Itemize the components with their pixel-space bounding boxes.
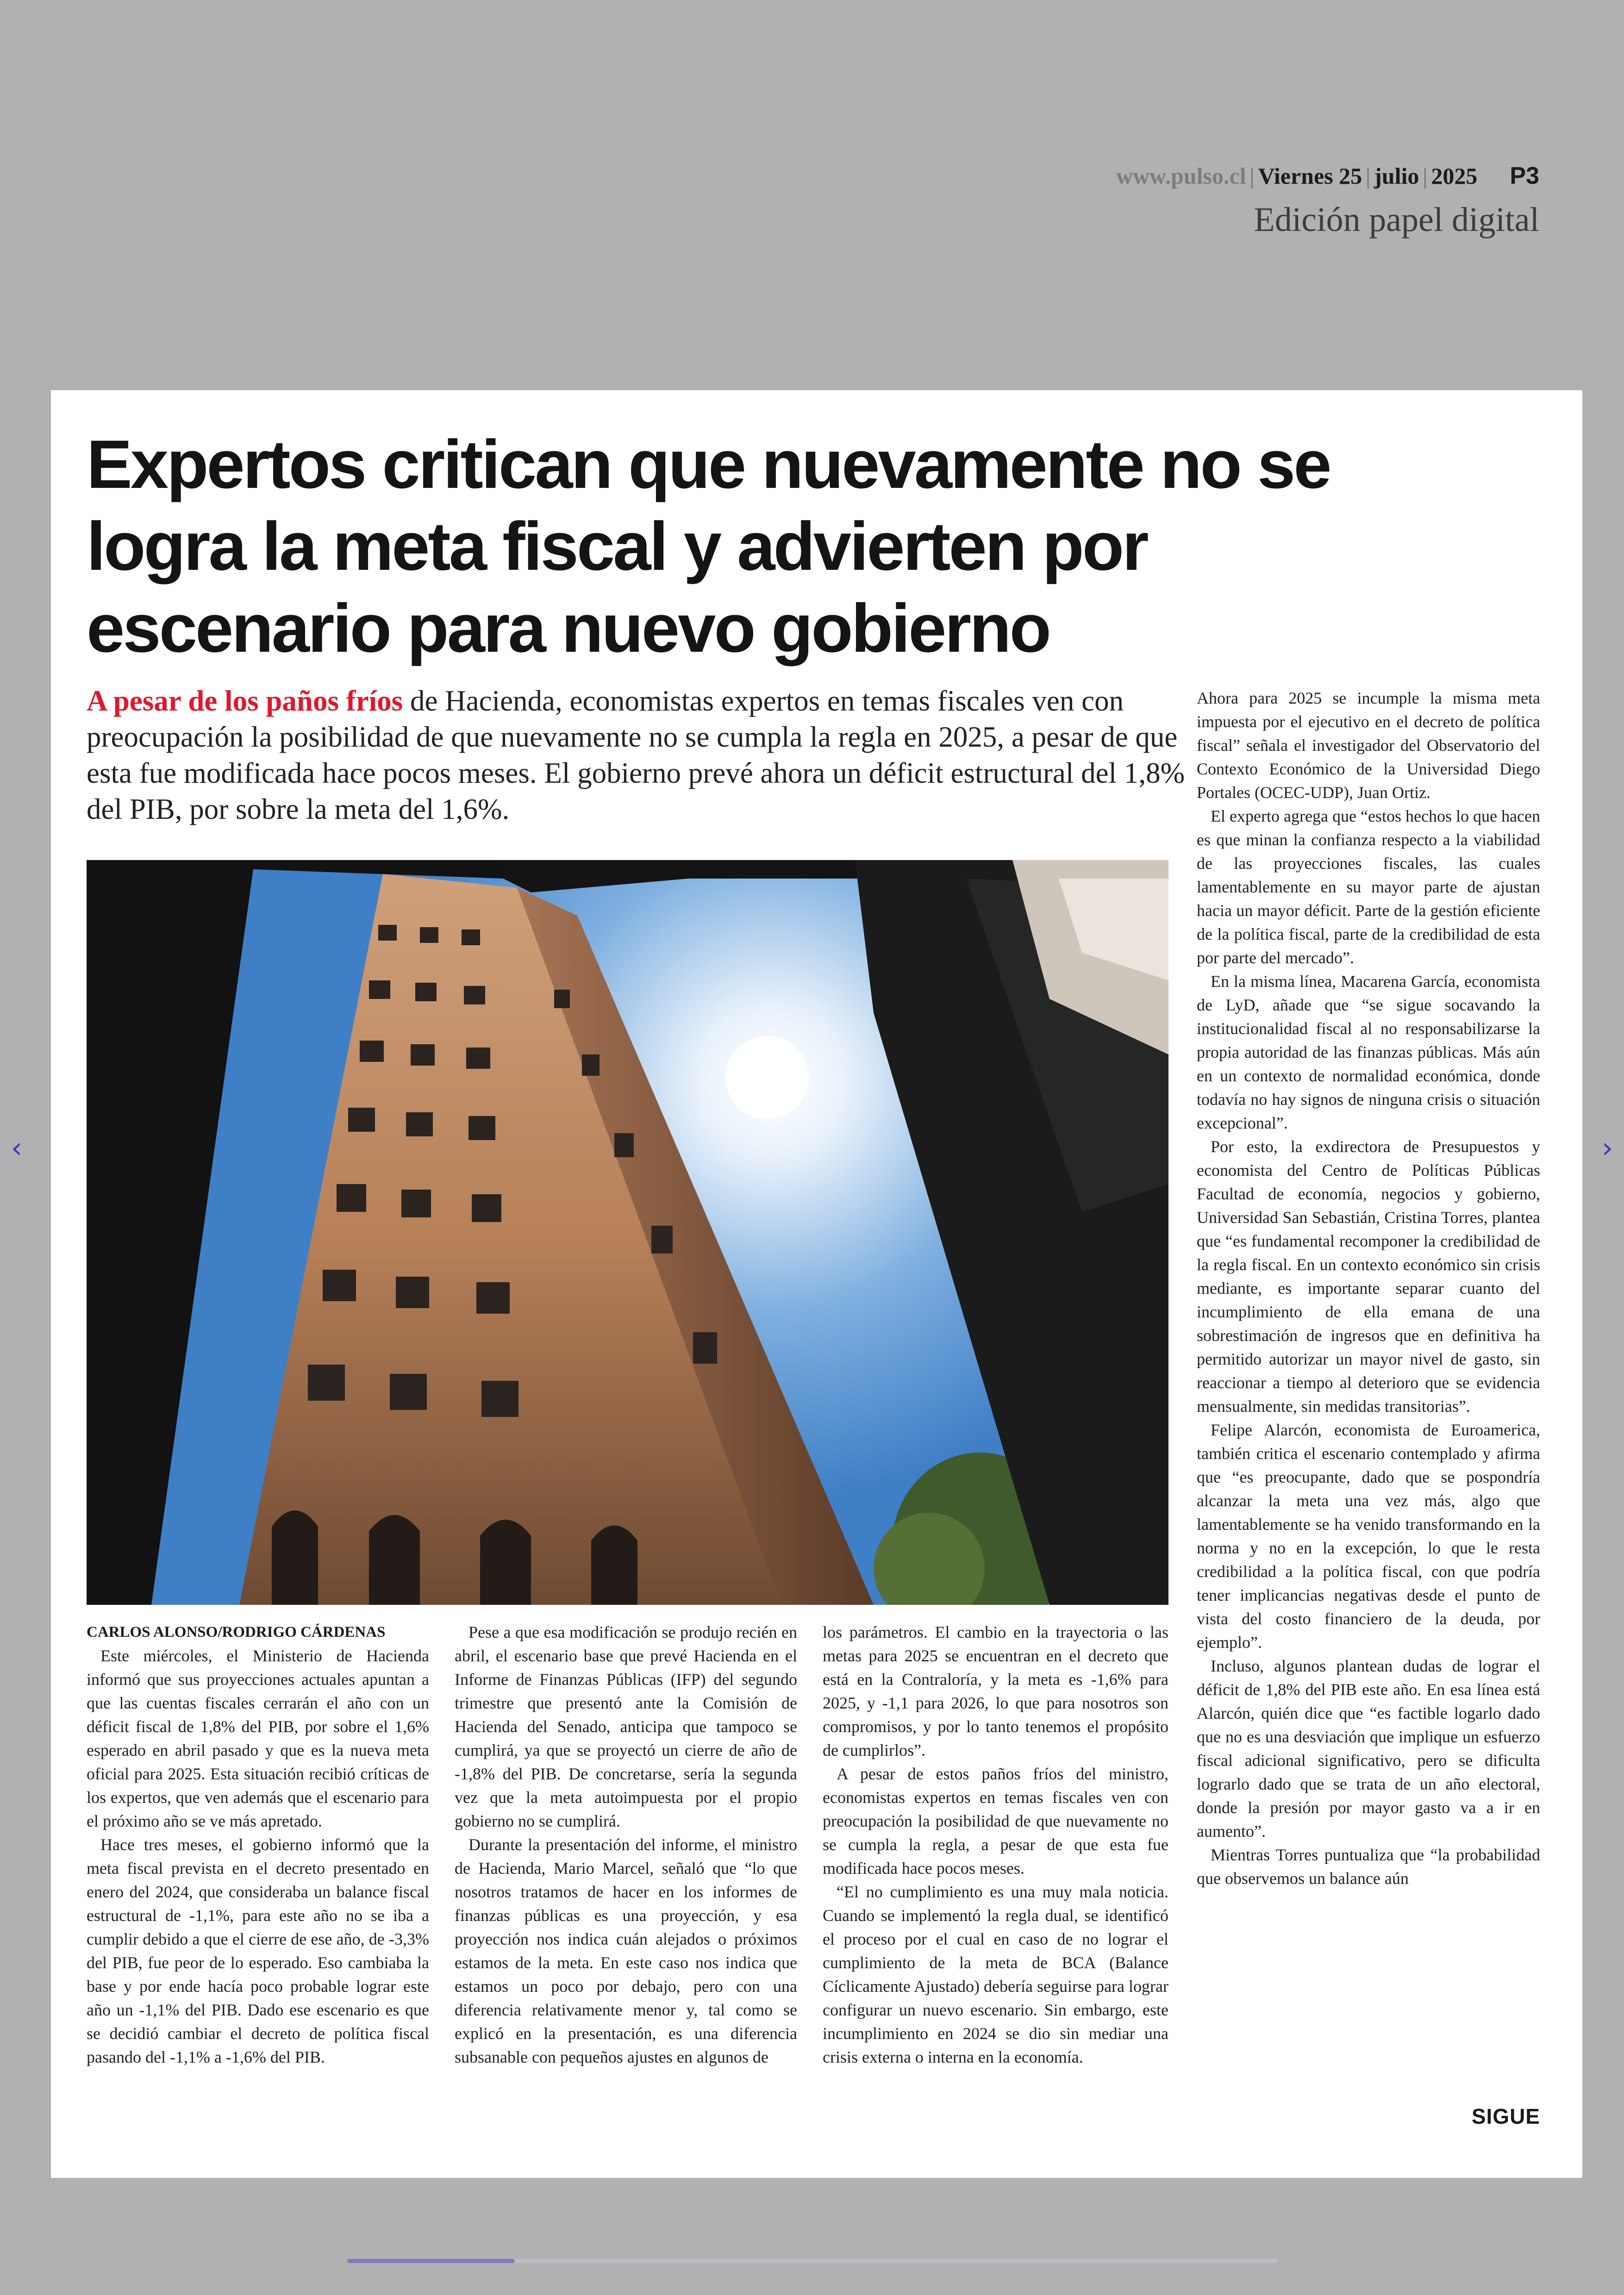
paragraph: Incluso, algunos plantean dudas de lograr el déficit de 1,8% del PIB este año. En esa línea está Alarcón, quién dice que “es factible logarlo dado que no es una desviación que implique un esfuerzo fiscal adicional significativo, pero se dificulta lograrlo dado que se trata de un año electoral, donde la presión por mayor gasto va a ir en aumento”. xyxy=(1197,1657,1540,1840)
paragraph: En la misma línea, Macarena García, economista de LyD, añade que “se sigue socavando la institucionalidad fiscal al no responsabilizarse la propia autoridad de las finanzas públicas. Más aún en un contexto de normalidad económica, donde todavía no hay signos de ninguna crisis o situación excepcional”. xyxy=(1197,972,1540,1132)
date-year: 2025 xyxy=(1431,163,1478,189)
paragraph: Durante la presentación del informe, el ministro de Hacienda, Mario Marcel, señaló que “lo que nosotros tratamos de hacer en los informes de finanzas públicas es una proyección, y esa proyección nos indica cuán alejados o próximos estamos de la meta. En este caso nos indica que estamos un poco por debajo, pero con una diferencia relativamente menor y, tal como se explicó en la presentación, es una diferencia subsanable con pequeños ajustes en algunos de xyxy=(455,1835,797,2066)
article-column-4 xyxy=(1197,686,1540,1890)
article-column-2 xyxy=(455,1621,797,2069)
page-number: P3 xyxy=(1510,162,1539,189)
separator: | xyxy=(1423,163,1428,189)
paragraph: Hace tres meses, el gobierno informó que la meta fiscal prevista en el decreto presentado en enero del 2024, que consideraba un balance fiscal estructural de -1,1%, para este año no se iba a cumplir debido a que el cierre de ese año, de -3,3% del PIB, fue peor de lo esperado. Eso cambiaba la base y por ende hacía poco probable lograr este año un -1,1% del PIB. Dado ese escenario es que se decidió cambiar el decreto de política fiscal pasando del -1,1% a -1,6% del PIB. xyxy=(87,1835,429,2066)
newspaper-page xyxy=(51,390,1582,2178)
paragraph: El experto agrega que “estos hechos lo que hacen es que minan la confianza respecto a la viabilidad de las proyecciones fiscales, las cuales lamentablemente en su mayor parte de ajustan hacia un mayor déficit. Parte de la gestión eficiente de la política fiscal, parte de la credibilidad de esta por parte del mercado”. xyxy=(1197,807,1540,967)
masthead-line xyxy=(1116,160,1539,192)
article-photo xyxy=(87,860,1168,1605)
date-day: Viernes 25 xyxy=(1258,163,1362,189)
article-lead xyxy=(87,683,1216,827)
article-column-1 xyxy=(87,1621,429,2069)
continue-label: SIGUE xyxy=(1471,2104,1540,2128)
paragraph: los parámetros. El cambio en la trayectoria o las metas para 2025 se encuentran en el decreto que está en la Contraloría, y la meta es -1,6% para 2025, y -1,1 para 2026, lo que para nosotros son compromisos, y por lo tanto tenemos el propósito de cumplirlos”. xyxy=(823,1623,1168,1759)
chevron-right-icon[interactable]: › xyxy=(1601,1131,1613,1165)
paragraph: Felipe Alarcón, economista de Euroamerica, también critica el escenario contemplado y afirma que “es preocupante, dado que se pospondría alcanzar la meta una vez más, algo que lamentablemente se ha venido transformando en la norma y no en la excepción, lo que le resta credibilidad a la política fiscal, con que podría tener implicancias negativas desde el punto de vista del costo financiero de la deuda, por ejemplo”. xyxy=(1197,1421,1540,1652)
separator: | xyxy=(1249,163,1255,189)
paragraph: Pese a que esa modificación se produjo recién en abril, el escenario base que prevé Hacienda en el Informe de Finanzas Públicas (IFP) del segundo trimestre que presentó ante la Comisión de Hacienda del Senado, anticipa que tampoco se cumplirá, ya que se proyectó un cierre de año de -1,8% del PIB. De concretarse, sería la segunda vez que la meta autoimpuesta por el propio gobierno no se cumplirá. xyxy=(455,1623,797,1830)
article-column-3 xyxy=(823,1621,1168,2069)
site-url[interactable]: www.pulso.cl xyxy=(1116,163,1246,189)
separator: | xyxy=(1366,163,1371,189)
paragraph: Mientras Torres puntualiza que “la probabilidad que observemos un balance aún xyxy=(1197,1846,1540,1888)
paragraph: Este miércoles, el Ministerio de Hacienda informó que sus proyecciones actuales apuntan a que las cuentas fiscales cerrarán el año con un déficit fiscal de 1,8% del PIB, por sobre el 1,6% esperado en abril pasado y que es la nueva meta oficial para 2025. Esta situación recibió críticas de los expertos, que ven además que el escenario para el próximo año se ve más apretado. xyxy=(87,1646,429,1830)
lead-kicker: A pesar de los paños fríos xyxy=(87,685,403,717)
paragraph: Por esto, la exdirectora de Presupuestos y economista del Centro de Políticas Públicas Facultad de economía, negocios y gobierno, Universidad San Sebastián, Cristina Torres, plantea que “es fundamental recomponer la credibilidad de la regla fiscal. En un contexto económico sin crisis mediante, es importante separar cuanto del incumplimiento de ella emana de una sobrestimación de ingresos que en definitiva ha permitido autorizar un mayor nivel de gasto, sin reaccionar a tiempo al deterioro que se evidencia mensualmente, sin medidas transitorias”. xyxy=(1197,1137,1540,1416)
page-progress-fill xyxy=(347,2259,515,2263)
photo-credit: CARLOS ALONSO/RODRIGO CÁRDENAS xyxy=(87,1624,386,1640)
masthead xyxy=(1116,160,1539,240)
paragraph: “El no cumplimiento es una muy mala noticia. Cuando se implementó la regla dual, se identificó el proceso por el cual en caso de no lograr el cumplimiento de la meta de BCA (Balance Cíclicamente Ajustado) debería seguirse para lograr configurar un nuevo escenario. Sin embargo, este incumplimiento en 2024 se dio sin mediar una crisis externa o interna en la economía. xyxy=(823,1883,1168,2066)
chevron-left-icon[interactable]: ‹ xyxy=(11,1131,23,1165)
lead-text: de Hacienda, economistas expertos en temas fiscales ven con preocupación la posibilidad de que nuevamente no se cumpla la regla en 2025, a pesar de que esta fue modificada hace pocos meses. El gobierno prevé ahora un déficit estructural del 1,8% del PIB, por sobre la meta del 1,6%. xyxy=(87,685,1185,825)
paragraph: A pesar de estos paños fríos del ministro, economistas expertos en temas fiscales ven con preocupación la posibilidad de que nuevamente no se cumpla la regla, a pesar de que esta fue modificada hace pocos meses. xyxy=(823,1765,1168,1877)
page-progress-bar[interactable] xyxy=(347,2259,1278,2263)
article-headline: Expertos critican que nuevamente no se logra la meta fiscal y advierten por escenario para nuevo gobierno xyxy=(87,426,1330,667)
paragraph: Ahora para 2025 se incumple la misma meta impuesta por el ejecutivo en el decreto de política fiscal” señala el investigador del Observatorio del Contexto Económico de la Universidad Diego Portales (OCEC-UDP), Juan Ortiz. xyxy=(1197,689,1540,802)
edition-label: Edición papel digital xyxy=(1254,201,1539,239)
date-month: julio xyxy=(1374,163,1419,189)
